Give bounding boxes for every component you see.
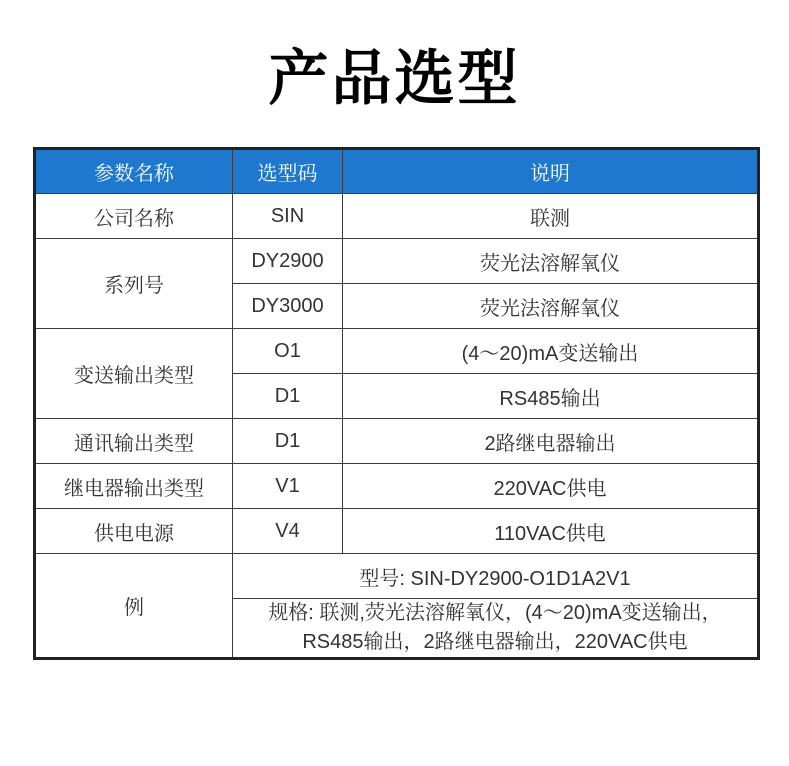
desc-cell: 220VAC供电 bbox=[343, 464, 759, 509]
col-header-parameter-name: 参数名称 bbox=[35, 149, 233, 194]
table-header bbox=[35, 149, 759, 194]
page-title: 产品选型 bbox=[268, 45, 521, 112]
code-cell: DY2900 bbox=[233, 239, 343, 284]
code-cell: V1 bbox=[233, 464, 343, 509]
table-row bbox=[35, 194, 759, 239]
param-cell-comm-output-type: 通讯输出类型 bbox=[35, 419, 233, 464]
code-cell: SIN bbox=[233, 194, 343, 239]
table-row bbox=[35, 239, 759, 284]
code-cell: D1 bbox=[233, 419, 343, 464]
col-header-description: 说明 bbox=[343, 149, 759, 194]
col-header-selection-code: 选型码 bbox=[233, 149, 343, 194]
example-label-cell: 例 bbox=[35, 554, 233, 659]
desc-cell: RS485输出 bbox=[343, 374, 759, 419]
desc-cell: 110VAC供电 bbox=[343, 509, 759, 554]
code-cell: V4 bbox=[233, 509, 343, 554]
param-cell-series-number: 系列号 bbox=[35, 239, 233, 329]
header-row bbox=[35, 149, 759, 194]
table-row bbox=[35, 509, 759, 554]
param-cell-relay-output-type: 继电器输出类型 bbox=[35, 464, 233, 509]
desc-cell: (4～20)mA变送输出 bbox=[343, 329, 759, 374]
code-cell: D1 bbox=[233, 374, 343, 419]
desc-cell: 联测 bbox=[343, 194, 759, 239]
param-cell-company-name: 公司名称 bbox=[35, 194, 233, 239]
product-selection-table bbox=[33, 147, 760, 660]
example-spec-line-2: RS485输出，2路继电器输出，220VAC供电 bbox=[302, 631, 688, 653]
desc-cell: 2路继电器输出 bbox=[343, 419, 759, 464]
example-model-cell: 型号: SIN-DY2900-O1D1A2V1 bbox=[233, 554, 759, 599]
table-row bbox=[35, 419, 759, 464]
table-row bbox=[35, 464, 759, 509]
param-cell-transmit-output-type: 变送输出类型 bbox=[35, 329, 233, 419]
code-cell: DY3000 bbox=[233, 284, 343, 329]
desc-cell: 荧光法溶解氧仪 bbox=[343, 284, 759, 329]
example-spec-line-1: 规格: 联测,荧光法溶解氧仪，(4～20)mA变送输出， bbox=[268, 602, 722, 624]
code-cell: O1 bbox=[233, 329, 343, 374]
table-row bbox=[35, 329, 759, 374]
param-cell-power-supply: 供电电源 bbox=[35, 509, 233, 554]
example-spec-cell bbox=[233, 599, 759, 659]
table-row-example bbox=[35, 554, 759, 599]
desc-cell: 荧光法溶解氧仪 bbox=[343, 239, 759, 284]
